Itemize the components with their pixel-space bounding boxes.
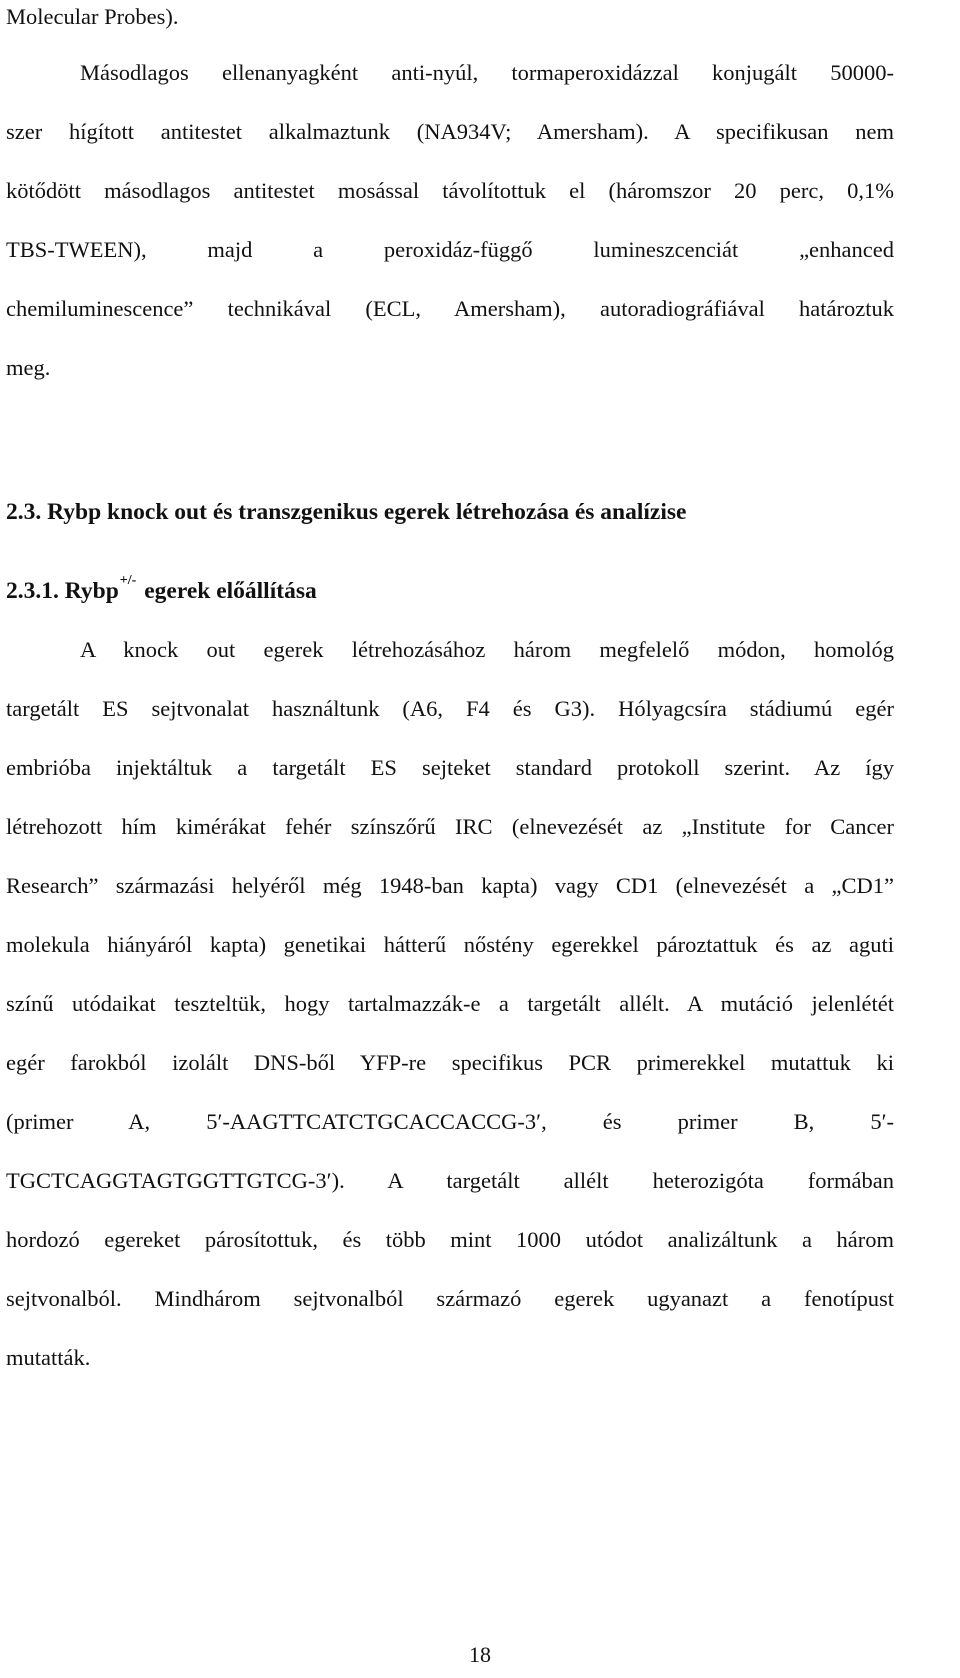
- text-line: mutatták.: [6, 1345, 91, 1370]
- subsection-number: 2.3.1. Rybp: [6, 578, 119, 604]
- text-line: TBS-TWEEN), majd a peroxidáz-függő lumineszcenciát „enhanced: [6, 237, 894, 262]
- text-line: (primer A, 5′-AAGTTCATCTGCACCACCG-3′, és primer B, 5′-: [6, 1109, 894, 1134]
- text-line: létrehozott hím kimérákat fehér színszőrű IRC (elnevezését az „Institute for Cancer: [6, 814, 894, 839]
- subsection-title: egerek előállítása: [144, 578, 317, 604]
- text-line: Másodlagos ellenanyagként anti-nyúl, tormaperoxidázzal konjugált 50000-: [80, 60, 894, 85]
- text-line: hordozó egereket párosítottuk, és több mint 1000 utódot analizáltunk a három: [6, 1227, 894, 1252]
- text-line: chemiluminescence” technikával (ECL, Amersham), autoradiográfiával határoztuk: [6, 296, 894, 321]
- text-line: Molecular Probes).: [6, 4, 179, 29]
- text-line: Research” származási helyéről még 1948-ban kapta) vagy CD1 (elnevezését a „CD1”: [6, 873, 894, 898]
- text-line: szer hígított antitestet alkalmaztunk (NA934V; Amersham). A specifikusan nem: [6, 119, 894, 144]
- text-line: sejtvonalból. Mindhárom sejtvonalból származó egerek ugyanazt a fenotípust: [6, 1286, 894, 1311]
- text-line: embrióba injektáltuk a targetált ES sejteket standard protokoll szerint. Az így: [6, 755, 894, 780]
- subsection-superscript: +/-: [119, 573, 137, 588]
- text-line: meg.: [6, 355, 51, 380]
- text-line: kötődött másodlagos antitestet mosással távolítottuk el (háromszor 20 perc, 0,1%: [6, 178, 894, 203]
- subsection-heading: [6, 573, 894, 610]
- text-line: molekula hiányáról kapta) genetikai hátterű nőstény egerekkel pároztattuk és az aguti: [6, 932, 894, 957]
- section-heading: 2.3. Rybp knock out és transzgenikus egerek létrehozása és analízise: [6, 499, 687, 525]
- text-line: egér farokból izolált DNS-ből YFP-re specifikus PCR primerekkel mutattuk ki: [6, 1050, 894, 1075]
- page-number: 18: [469, 1642, 491, 1667]
- text-line: targetált ES sejtvonalat használtunk (A6, F4 és G3). Hólyagcsíra stádiumú egér: [6, 696, 894, 721]
- text-line: színű utódaikat teszteltük, hogy tartalmazzák-e a targetált allélt. A mutáció jelenlétét: [6, 991, 894, 1016]
- text-line: TGCTCAGGTAGTGGTTGTCG-3′). A targetált allélt heterozigóta formában: [6, 1168, 894, 1193]
- text-line: A knock out egerek létrehozásához három megfelelő módon, homológ: [80, 637, 894, 662]
